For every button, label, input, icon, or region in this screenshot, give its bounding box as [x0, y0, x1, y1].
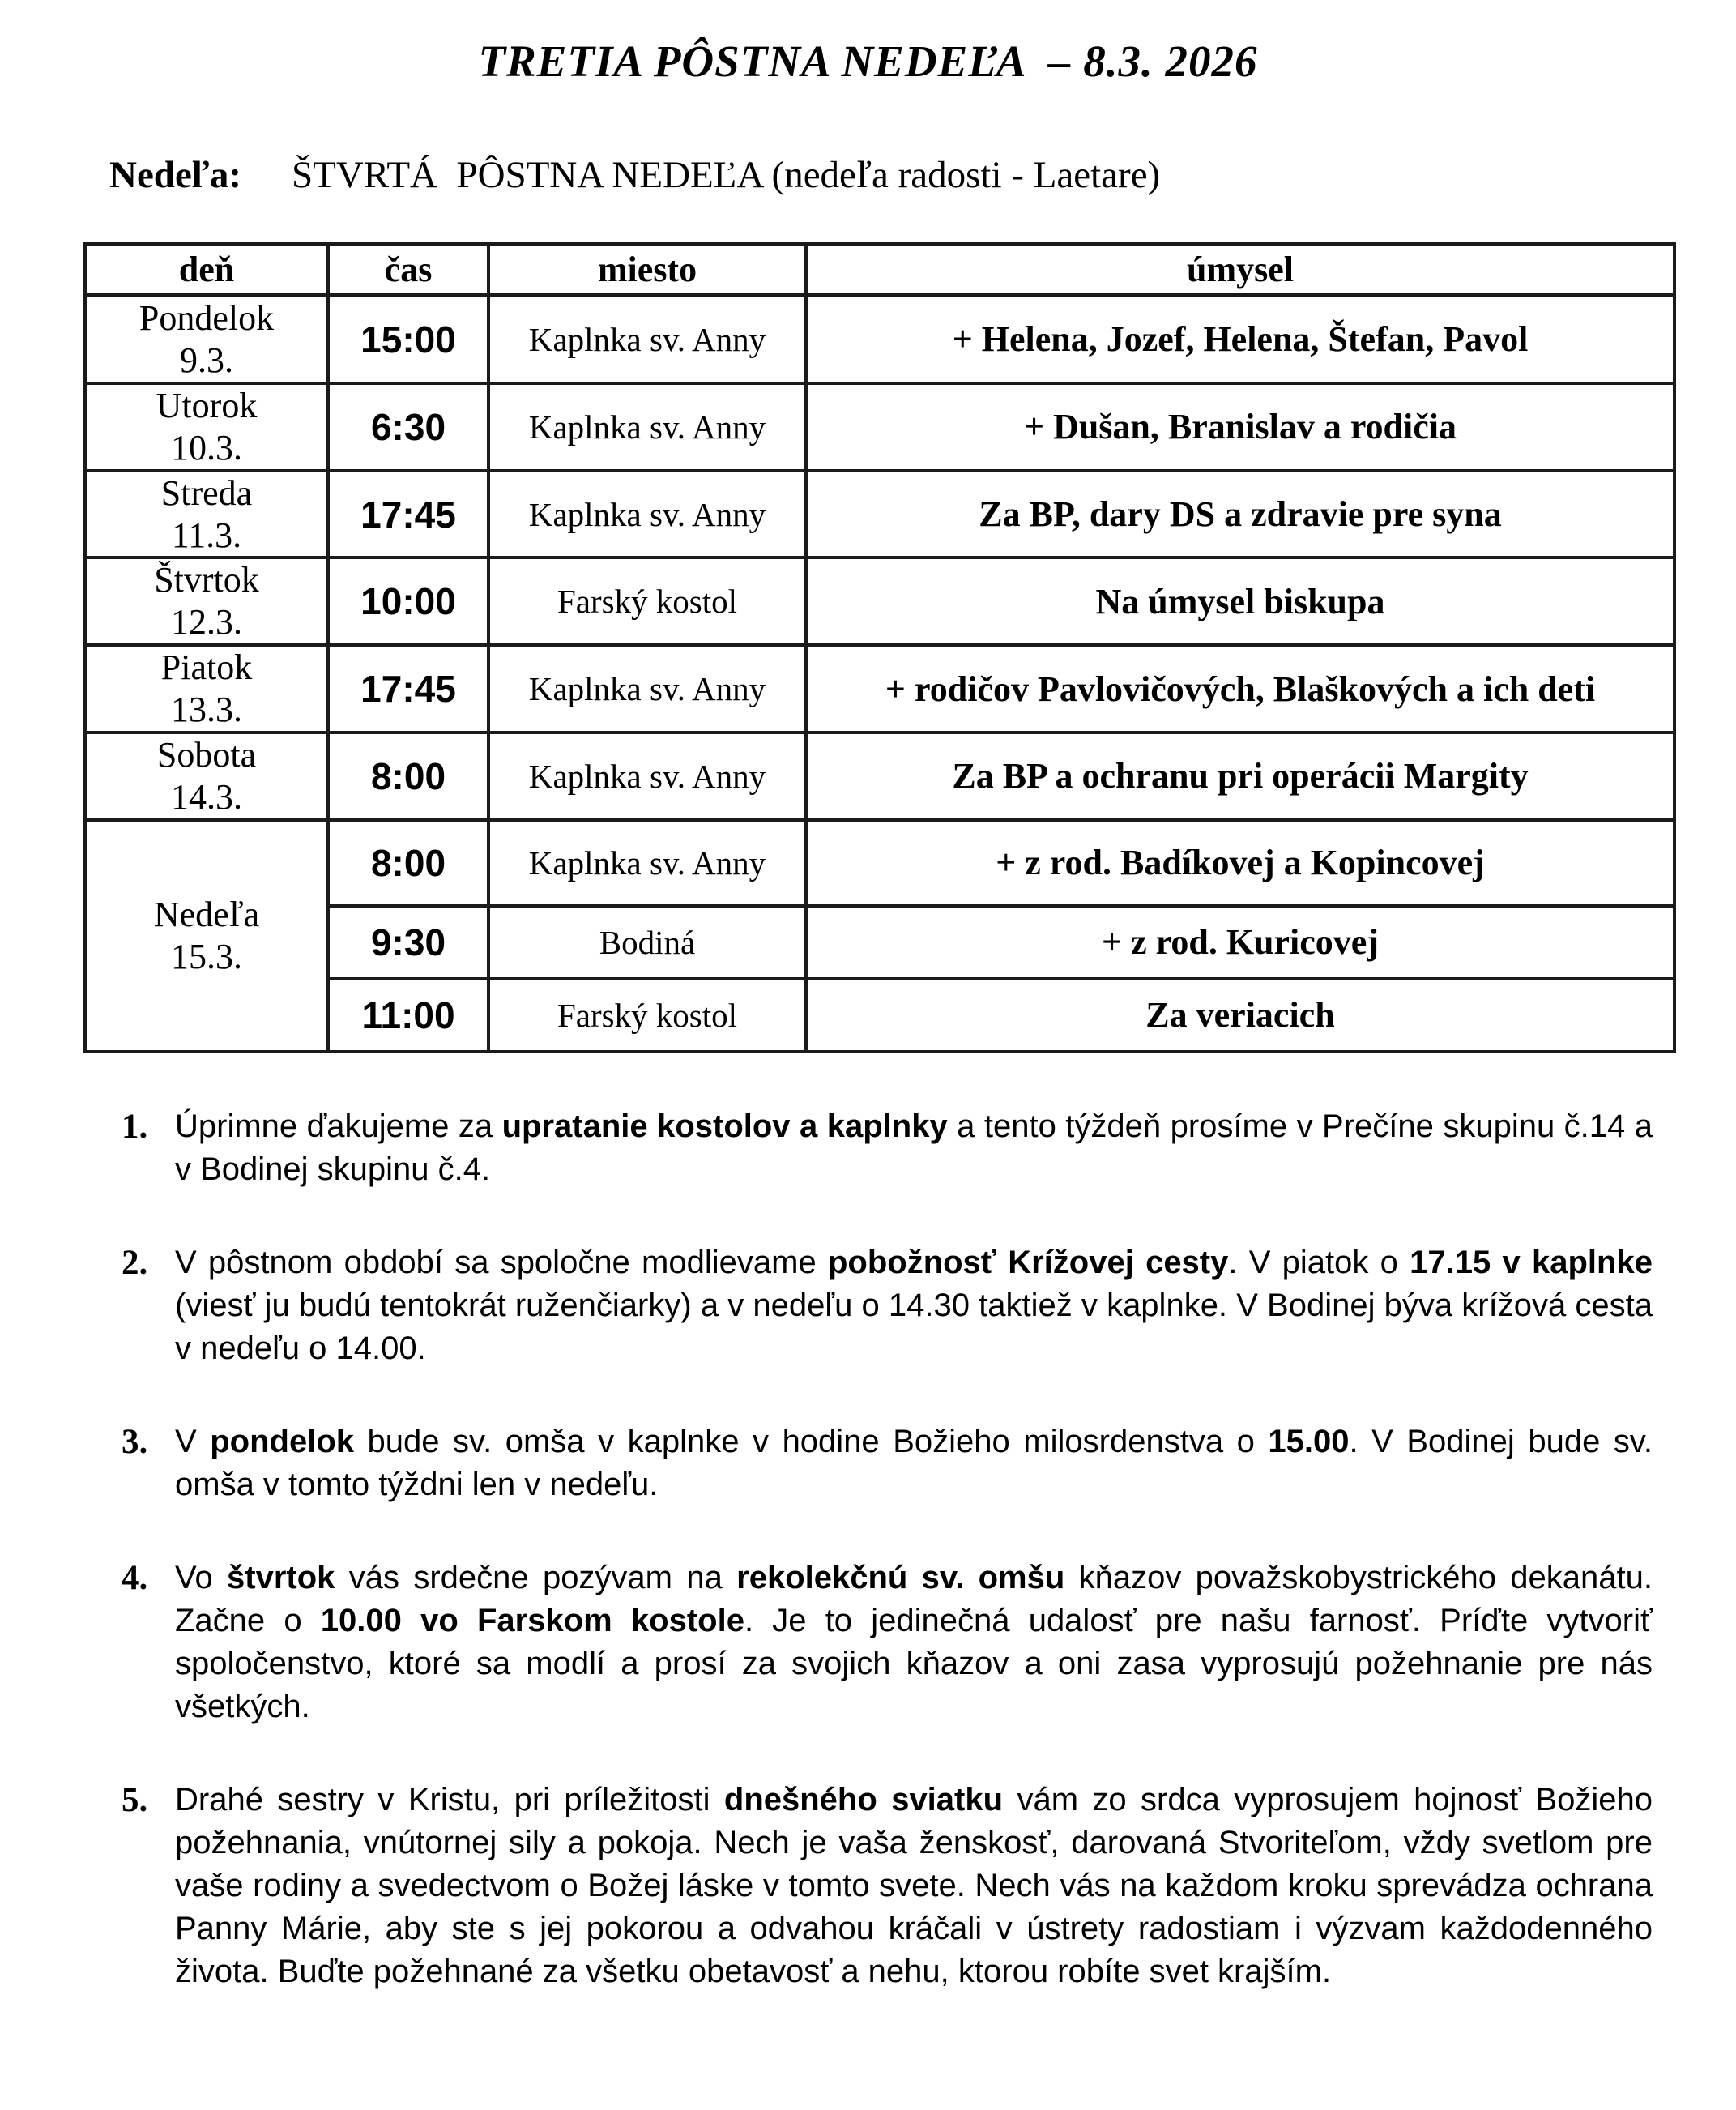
text-run: . Je to jedinečná udalosť pre našu farnosť. Príďte vytvoriť spoločenstvo, ktoré sa modlí a prosí za svojich kňazov a oni zasa vyprosujú požehnanie pre nás všetkých.	[175, 1602, 1653, 1724]
list-item	[122, 1557, 1653, 1728]
day-name: Streda	[160, 472, 253, 513]
bold-text-run: dnešného sviatku	[723, 1781, 1004, 1817]
text-run: Úprimne ďakujeme za	[175, 1108, 502, 1144]
table-row	[85, 471, 1674, 558]
intention-cell: + z rod. Kuricovej	[806, 906, 1674, 979]
text-run: (viesť ju budú tentokrát ruženčiarky) a v nedeľu o 14.30 taktiež v kaplnke. V Bodinej býva krížová cesta v nedeľu o 14.00.	[175, 1287, 1653, 1366]
bold-text-run: pondelok	[210, 1423, 354, 1459]
text-run: Vo	[175, 1559, 228, 1595]
time-cell: 10:00	[328, 557, 488, 645]
list-item	[122, 1105, 1653, 1191]
intention-cell: Na úmysel biskupa	[806, 557, 1674, 645]
sunday-subtitle	[109, 153, 1736, 197]
day-date: 9.3.	[180, 340, 233, 380]
table-row	[85, 383, 1674, 471]
place-cell: Farský kostol	[488, 979, 806, 1052]
subtitle-text: ŠTVRTÁ PÔSTNA NEDEĽA (nedeľa radosti - Laetare)	[292, 154, 1161, 196]
day-cell	[85, 820, 328, 1052]
time-cell: 6:30	[328, 383, 488, 471]
text-run: V	[175, 1423, 211, 1459]
intention-cell: + rodičov Pavlovičových, Blaškových a ich deti	[806, 645, 1674, 733]
list-item-number: 2.	[122, 1243, 148, 1282]
place-cell: Kaplnka sv. Anny	[488, 471, 806, 558]
page-title: TRETIA PÔSTNA NEDEĽA – 8.3. 2026	[478, 36, 1258, 86]
intention-cell: + z rod. Badíkovej a Kopincovej	[806, 820, 1674, 906]
text-run: bude sv. omša v kaplnke v hodine Božieho milosrdenstva o	[354, 1423, 1269, 1459]
text-run: vás srdečne pozývam na	[335, 1559, 737, 1595]
list-item	[122, 1420, 1653, 1506]
intention-cell: Za veriacich	[806, 979, 1674, 1052]
day-name: Nedeľa	[153, 894, 260, 934]
day-name: Štvrtok	[154, 560, 259, 600]
table-row	[85, 295, 1674, 383]
day-name: Sobota	[156, 735, 257, 775]
day-date: 12.3.	[171, 602, 242, 643]
table-row	[85, 820, 1674, 906]
list-item	[122, 1779, 1653, 1993]
intention-cell: + Helena, Jozef, Helena, Štefan, Pavol	[806, 295, 1674, 383]
day-name: Piatok	[160, 647, 253, 688]
bulletin-page	[0, 36, 1736, 2110]
intention-cell: Za BP a ochranu pri operácii Margity	[806, 733, 1674, 820]
day-date: 15.3.	[171, 936, 242, 976]
text-run: . V piatok o	[1228, 1244, 1410, 1280]
list-item-number: 5.	[122, 1780, 148, 1819]
text-run: vám zo srdca vyprosujem hojnosť Božieho požehnania, vnútornej sily a pokoja. Nech je vaša ženskosť, darovaná Stvoriteľom, vždy svetlom pre vaše rodiny a svedectvom o Božej láske v tomto svete. Nech vás na každom kroku sprevádza ochrana Panny Márie, aby ste s jej pokorou a odvahou kráčali v ústrety radostiam i výzvam každodenného života. Buďte požehnané za všetku obetavosť a nehu, ktorou robíte svet krajším.	[175, 1781, 1653, 1989]
time-cell: 17:45	[328, 471, 488, 558]
list-item-text	[175, 1779, 1653, 1993]
day-name: Pondelok	[139, 298, 275, 338]
bold-text-run: upratanie kostolov a kaplnky	[501, 1108, 948, 1144]
bold-text-run: rekolekčnú sv. omšu	[736, 1559, 1065, 1595]
day-date: 11.3.	[171, 515, 242, 555]
place-cell: Kaplnka sv. Anny	[488, 295, 806, 383]
day-cell	[85, 471, 328, 558]
place-cell: Kaplnka sv. Anny	[488, 733, 806, 820]
place-cell: Farský kostol	[488, 557, 806, 645]
day-date: 10.3.	[171, 427, 242, 468]
intention-cell: + Dušan, Branislav a rodičia	[806, 383, 1674, 471]
list-item-text	[175, 1557, 1653, 1728]
list-item-text	[175, 1420, 1653, 1506]
time-cell: 9:30	[328, 906, 488, 979]
col-header-intention: úmysel	[806, 244, 1674, 295]
bold-text-run: štvrtok	[227, 1559, 335, 1595]
list-item	[122, 1241, 1653, 1370]
text-run: kňazov považskobystrického dekanátu. Začne o	[175, 1559, 1653, 1638]
day-name: Utorok	[156, 385, 258, 425]
bold-text-run: 17.15 v kaplnke	[1410, 1244, 1653, 1280]
place-cell: Kaplnka sv. Anny	[488, 645, 806, 733]
time-cell: 8:00	[328, 733, 488, 820]
day-cell	[85, 557, 328, 645]
place-cell: Kaplnka sv. Anny	[488, 383, 806, 471]
bold-text-run: 15.00	[1268, 1423, 1350, 1459]
day-cell	[85, 295, 328, 383]
table-row	[85, 557, 1674, 645]
day-cell	[85, 645, 328, 733]
day-date: 14.3.	[171, 776, 242, 817]
schedule-body	[85, 295, 1674, 1052]
mass-schedule-table	[83, 242, 1676, 1053]
col-header-time: čas	[328, 244, 488, 295]
day-cell	[85, 733, 328, 820]
time-cell: 17:45	[328, 645, 488, 733]
list-item-text	[175, 1105, 1653, 1191]
subtitle-label: Nedeľa:	[109, 154, 241, 196]
day-date: 13.3.	[171, 690, 242, 730]
list-item-number: 1.	[122, 1107, 148, 1146]
bold-text-run: 10.00 vo Farskom kostole	[320, 1602, 744, 1638]
time-cell: 15:00	[328, 295, 488, 383]
place-cell: Bodiná	[488, 906, 806, 979]
text-run: V pôstnom období sa spoločne modlievame	[175, 1244, 828, 1280]
time-cell: 11:00	[328, 979, 488, 1052]
col-header-place: miesto	[488, 244, 806, 295]
text-run: a tento týždeň prosíme v Prečíne skupinu č.14 a v Bodinej skupinu č.4.	[175, 1108, 1653, 1187]
intention-cell: Za BP, dary DS a zdravie pre syna	[806, 471, 1674, 558]
list-item-number: 3.	[122, 1422, 148, 1461]
time-cell: 8:00	[328, 820, 488, 906]
table-row	[85, 733, 1674, 820]
text-run: Drahé sestry v Kristu, pri príležitosti	[175, 1781, 724, 1817]
bold-text-run: pobožnosť Krížovej cesty	[827, 1244, 1229, 1280]
announcements-list	[0, 1105, 1736, 1993]
list-item-text	[175, 1241, 1653, 1370]
schedule-header	[85, 244, 1674, 295]
col-header-day: deň	[85, 244, 328, 295]
table-row	[85, 645, 1674, 733]
text-run: . V Bodinej bude sv. omša v tomto týždni len v nedeľu.	[175, 1423, 1653, 1502]
header-row	[85, 244, 1674, 295]
day-cell	[85, 383, 328, 471]
place-cell: Kaplnka sv. Anny	[488, 820, 806, 906]
list-item-number: 4.	[122, 1558, 148, 1597]
